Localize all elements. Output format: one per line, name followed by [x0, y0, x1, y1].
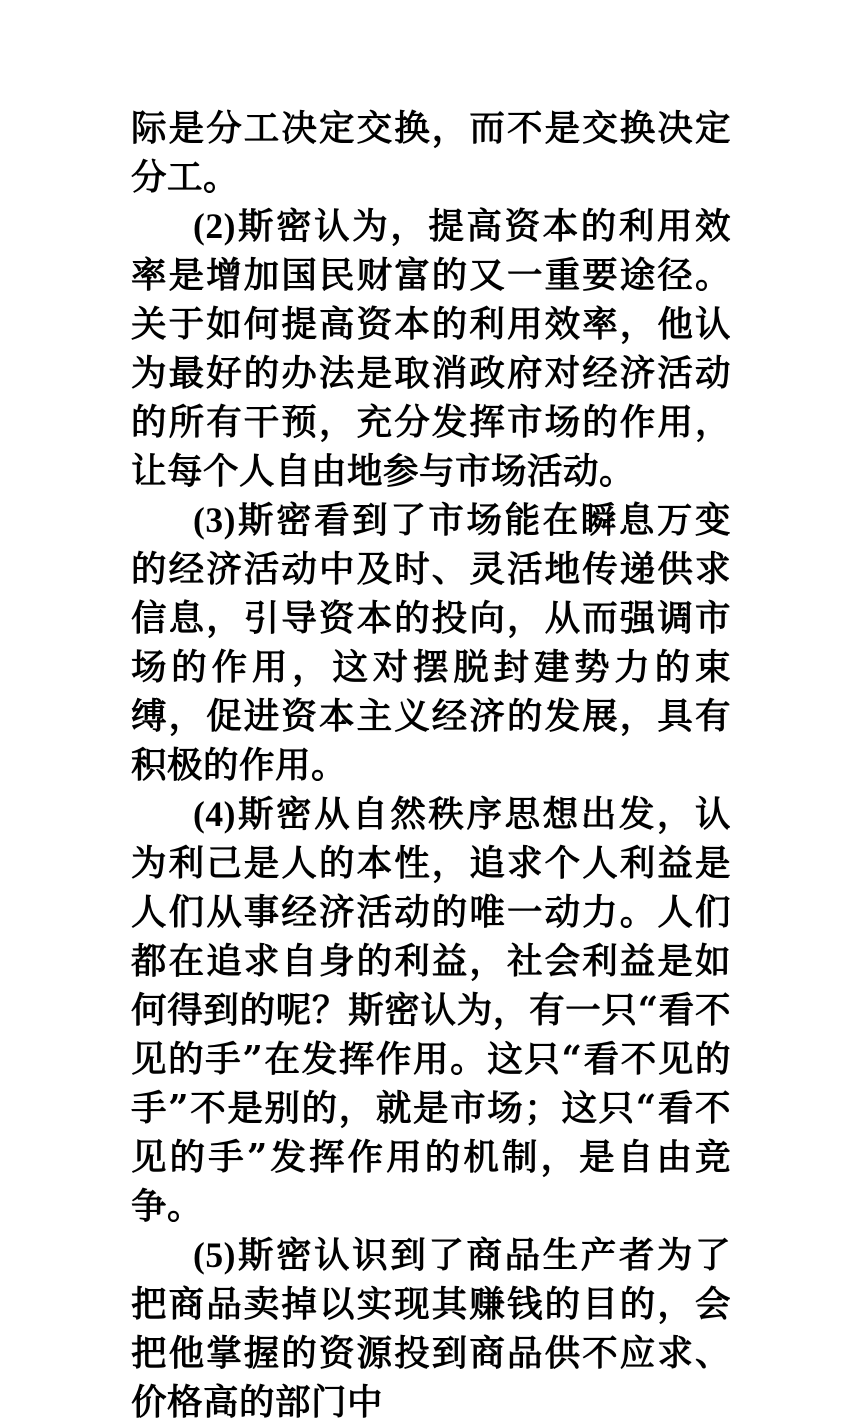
paragraph-text: 际是分工决定交换，而不是交换决定分工。	[131, 108, 731, 198]
paragraph-number: (5)	[193, 1235, 236, 1275]
paragraph-1	[131, 104, 731, 202]
paragraph-number: (2)	[193, 206, 236, 246]
document-body	[131, 104, 731, 1427]
paragraph-5	[131, 1231, 731, 1427]
paragraph-4	[131, 790, 731, 1231]
paragraph-2	[131, 202, 731, 496]
paragraph-text: 斯密认为，提高资本的利用效率是增加国民财富的又一重要途径。关于如何提高资本的利用效率，他认为最好的办法是取消政府对经济活动的所有干预，充分发挥市场的作用，让每个人自由地参与市场活动。	[131, 206, 731, 492]
paragraph-number: (4)	[193, 794, 236, 834]
paragraph-3	[131, 496, 731, 790]
paragraph-text: 斯密看到了市场能在瞬息万变的经济活动中及时、灵活地传递供求信息，引导资本的投向，从而强调市场的作用，这对摆脱封建势力的束缚，促进资本主义经济的发展，具有积极的作用。	[131, 500, 731, 786]
paragraph-text: 斯密从自然秩序思想出发，认为利己是人的本性，追求个人利益是人们从事经济活动的唯一动力。人们都在追求自身的利益，社会利益是如何得到的呢？斯密认为，有一只“看不见的手”在发挥作用。这只“看不见的手”不是别的，就是市场；这只“看不见的手”发挥作用的机制，是自由竞争。	[131, 794, 731, 1227]
paragraph-number: (3)	[193, 500, 236, 540]
paragraph-text: 斯密认识到了商品生产者为了把商品卖掉以实现其赚钱的目的，会把他掌握的资源投到商品供不应求、价格高的部门中	[131, 1235, 731, 1423]
